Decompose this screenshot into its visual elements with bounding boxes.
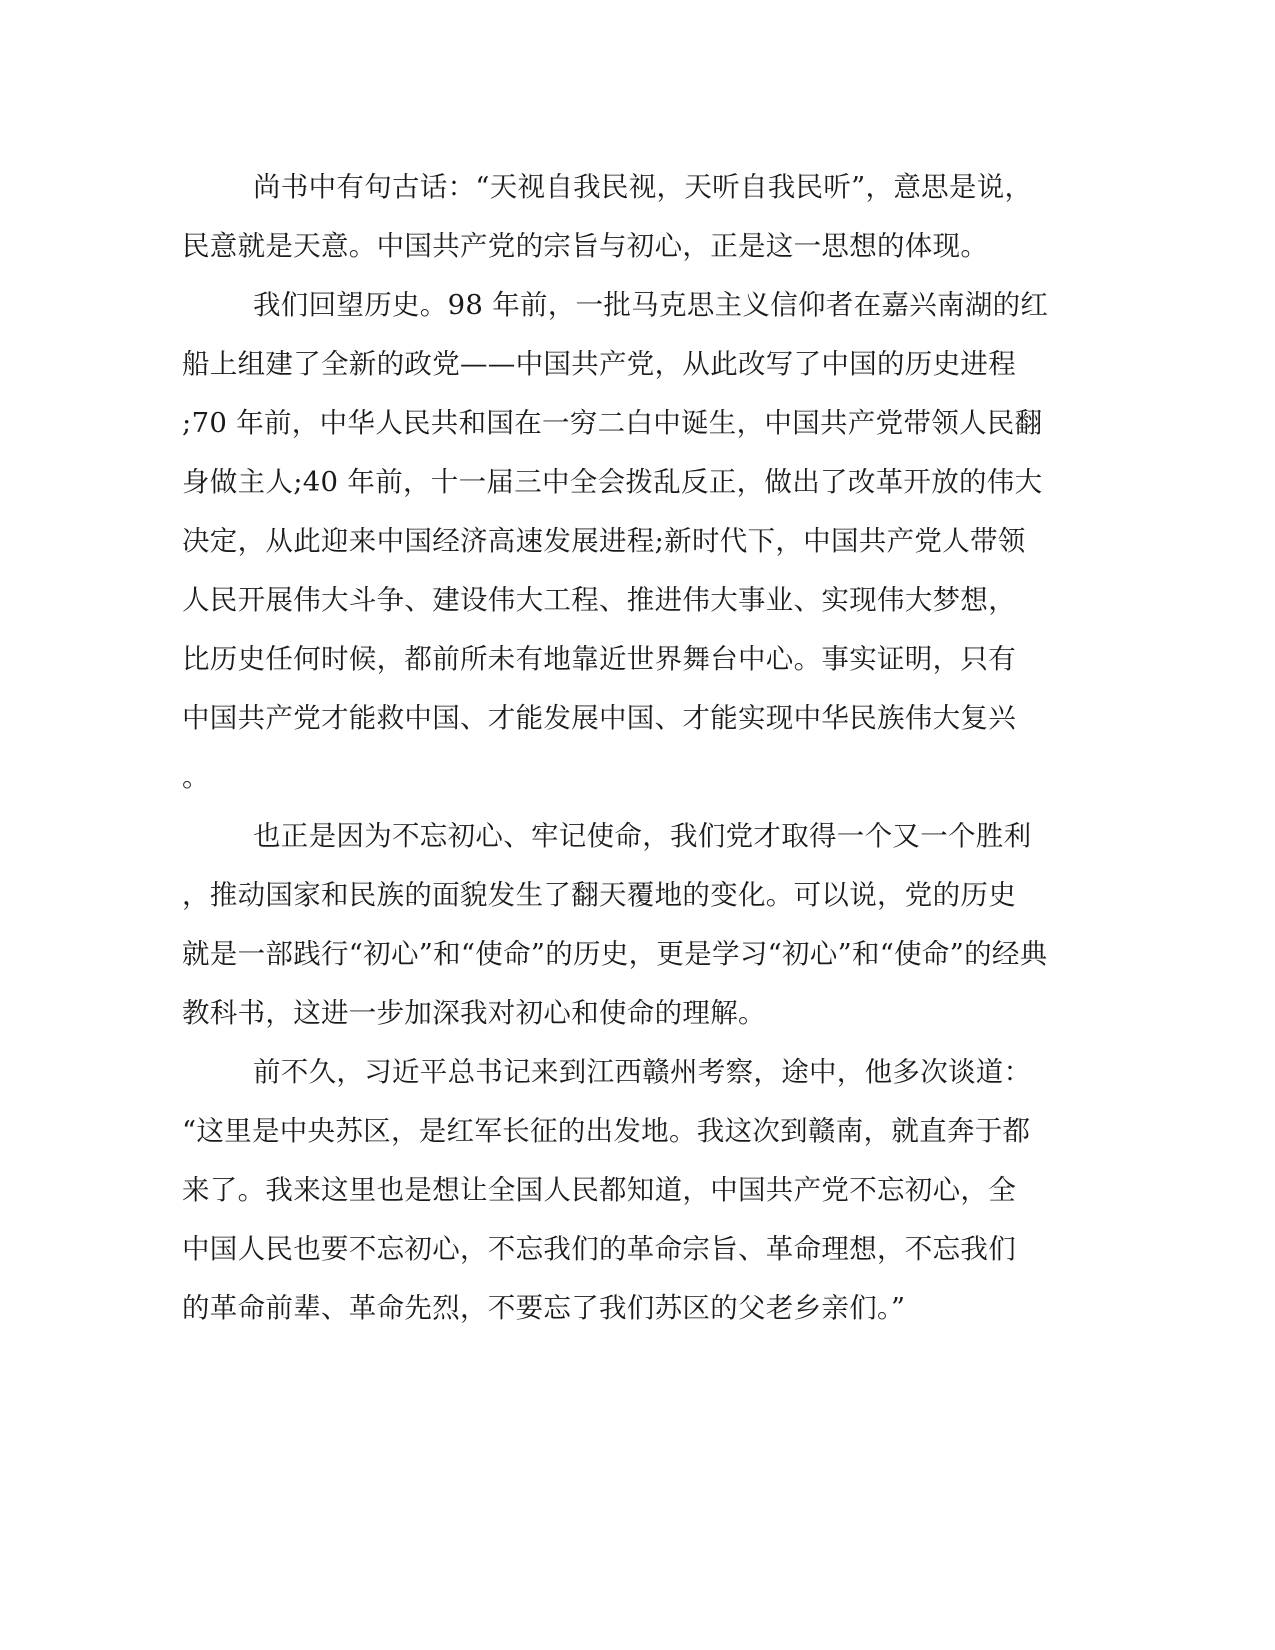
- paragraph-2: [182, 276, 1049, 807]
- paragraph-line: 的革命前辈、革命先烈，不要忘了我们苏区的父老乡亲们。”: [182, 1292, 906, 1324]
- paragraph-line: 来了。我来这里也是想让全国人民都知道，中国共产党不忘初心，全: [182, 1174, 1016, 1206]
- paragraph-line: ;70 年前，中华人民共和国在一穷二白中诞生，中国共产党带领人民翻: [182, 407, 1043, 439]
- paragraph-line: 也正是因为不忘初心、牢记使命，我们党才取得一个又一个胜利: [253, 820, 1032, 852]
- paragraph-line: 身做主人;40 年前，十一届三中全会拨乱反正，做出了改革开放的伟大: [182, 466, 1043, 498]
- document-body: [182, 158, 1049, 1338]
- paragraph-3: [182, 807, 1048, 1043]
- paragraph-line: 中国人民也要不忘初心，不忘我们的革命宗旨、革命理想，不忘我们: [182, 1233, 1016, 1265]
- paragraph-line: 尚书中有句古话：“天视自我民视，天听自我民听”，意思是说，: [253, 171, 1033, 203]
- paragraph-line: 教科书，这进一步加深我对初心和使命的理解。: [182, 997, 766, 1029]
- paragraph-line: 中国共产党才能救中国、才能发展中国、才能实现中华民族伟大复兴: [182, 702, 1016, 734]
- paragraph-line: 比历史任何时候，都前所未有地靠近世界舞台中心。事实证明，只有: [182, 643, 1016, 675]
- paragraph-line: 决定，从此迎来中国经济高速发展进程;新时代下，中国共产党人带领: [182, 525, 1026, 557]
- paragraph-line: “这里是中央苏区，是红军长征的出发地。我这次到赣南，就直奔于都: [182, 1115, 1031, 1147]
- paragraph-line: 船上组建了全新的政党——中国共产党，从此改写了中国的历史进程: [182, 348, 1016, 380]
- paragraph-line: 民意就是天意。中国共产党的宗旨与初心，正是这一思想的体现。: [182, 230, 989, 262]
- paragraph-line: 。: [182, 761, 210, 793]
- paragraph-line: 就是一部践行“初心”和“使命”的历史，更是学习“初心”和“使命”的经典: [182, 938, 1048, 970]
- paragraph-4: [182, 1043, 1042, 1338]
- paragraph-line: 前不久，习近平总书记来到江西赣州考察，途中，他多次谈道：: [253, 1056, 1032, 1088]
- paragraph-line: ，推动国家和民族的面貌发生了翻天覆地的变化。可以说，党的历史: [182, 879, 1016, 911]
- paragraph-1: [182, 158, 1042, 276]
- paragraph-line: 人民开展伟大斗争、建设伟大工程、推进伟大事业、实现伟大梦想，: [182, 584, 1016, 616]
- paragraph-line: 我们回望历史。98 年前，一批马克思主义信仰者在嘉兴南湖的红: [253, 289, 1049, 321]
